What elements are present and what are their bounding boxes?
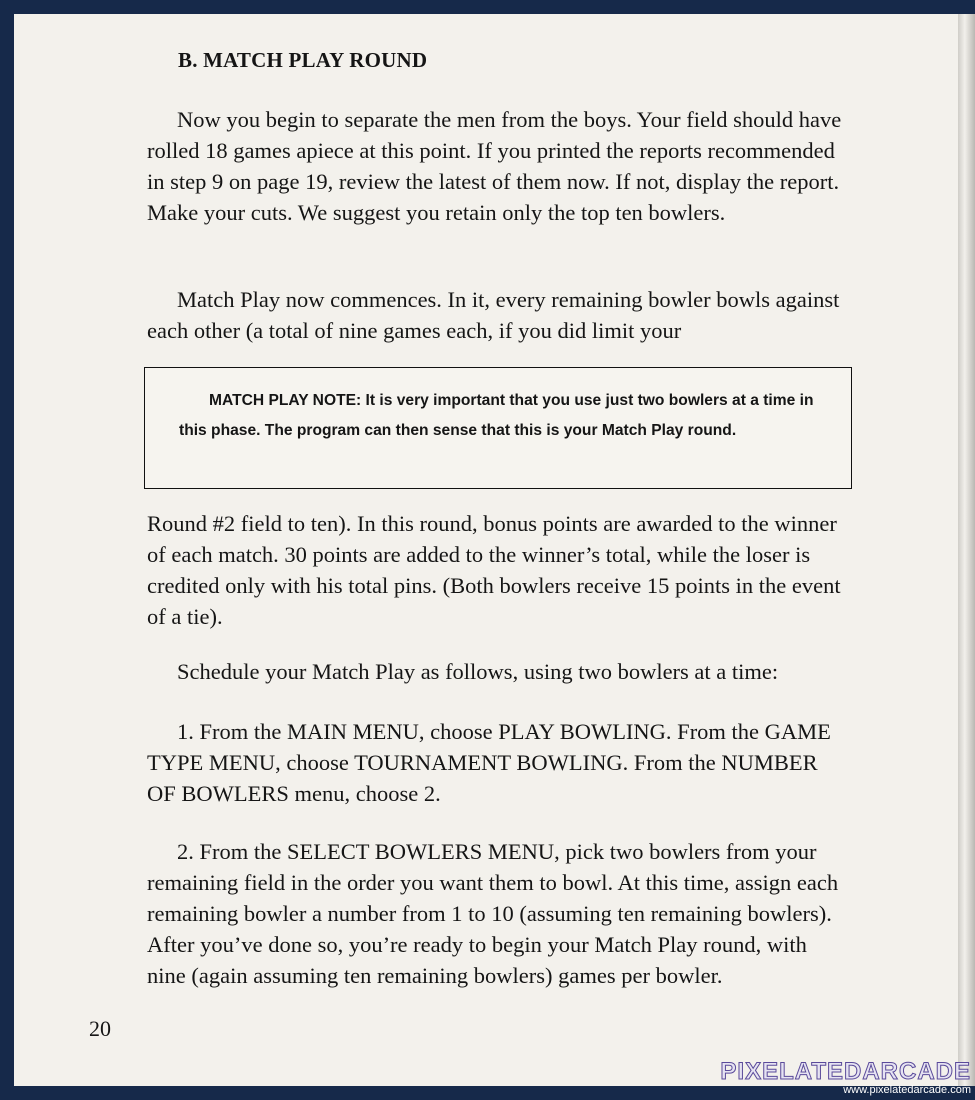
step-2: 2. From the SELECT BOWLERS MENU, pick two bowlers from your remaining field in the order you want them to bowl. At this time, assign each remaining bowler a number from 1 to 10 (assuming ten remaining bowlers). After you’ve done so, you’re ready to begin your Match Play round, with nine (again assuming ten remaining bowlers) games per bowler. — [147, 839, 839, 988]
page-edge — [958, 14, 975, 1086]
step-1: 1. From the MAIN MENU, choose PLAY BOWLING. From the GAME TYPE MENU, choose TOURNAMENT BOWLING. From the NUMBER OF BOWLERS menu, choose 2. — [147, 719, 831, 806]
match-play-paragraph: Match Play now commences. In it, every remaining bowler bowls against each other (a total of nine games each, if you did limit your — [147, 287, 840, 343]
intro-paragraph: Now you begin to separate the men from the boys. Your field should have rolled 18 games apiece at this point. If you printed the reports recommended in step 9 on page 19, review the latest of them now. If not, display the report. Make your cuts. We suggest you retain only the top ten bowlers. — [147, 107, 842, 225]
match-play-note-box — [144, 367, 852, 489]
bonus-points-paragraph: Round #2 field to ten). In this round, bonus points are awarded to the winner of each match. 30 points are added to the winner’s total, while the loser is credited only with his total pins. (Both bowlers receive 15 points in the event of a tie). — [147, 511, 841, 629]
manual-page — [14, 14, 958, 1086]
watermark-logo: PIXELATEDARCADE — [720, 1058, 971, 1085]
schedule-paragraph: Schedule your Match Play as follows, using two bowlers at a time: — [177, 659, 779, 684]
match-play-note: MATCH PLAY NOTE: It is very important that you use just two bowlers at a time in this phase. The program can then sense that this is your Match Play round. — [179, 392, 814, 439]
watermark — [720, 1060, 971, 1096]
watermark-url: www.pixelatedarcade.com — [843, 1084, 971, 1096]
page-number: 20 — [89, 1016, 111, 1041]
section-heading: B. MATCH PLAY ROUND — [178, 48, 428, 72]
